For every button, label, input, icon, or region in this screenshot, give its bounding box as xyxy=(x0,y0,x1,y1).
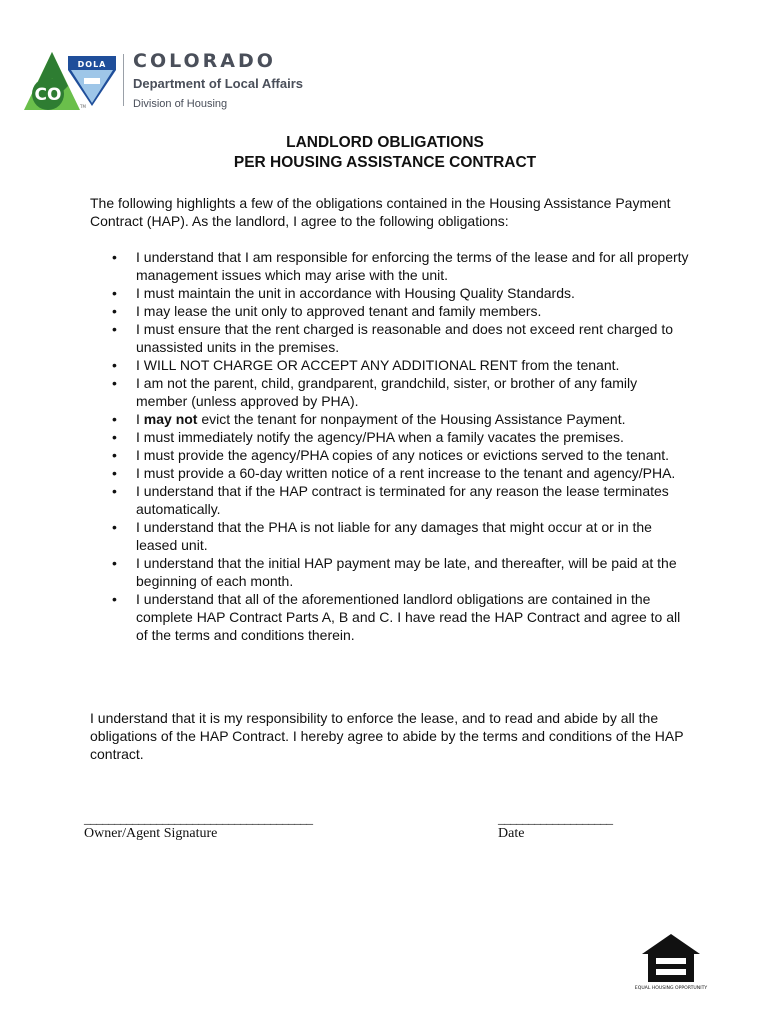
equal-housing-text: EQUAL HOUSING OPPORTUNITY xyxy=(634,986,708,991)
org-name: COLORADO xyxy=(133,50,276,72)
equal-housing-opportunity-icon xyxy=(634,932,708,998)
owner-signature-line: ______________________________________ xyxy=(84,812,312,827)
title-line-1: LANDLORD OBLIGATIONS xyxy=(286,134,484,151)
bullet-icon: • xyxy=(112,357,117,373)
list-item: • I must maintain the unit in accordance with Housing Quality Standards. xyxy=(112,285,575,301)
bullet-icon: • xyxy=(112,555,117,571)
list-item: • I understand that the initial HAP payment may be late, and thereafter, will be paid at the beginning of each month. xyxy=(112,555,677,589)
svg-text:DOLA: DOLA xyxy=(77,60,107,69)
bullet-icon: • xyxy=(112,411,117,427)
list-item: • I WILL NOT CHARGE OR ACCEPT ANY ADDITIONAL RENT from the tenant. xyxy=(112,357,620,373)
bullet-icon: • xyxy=(112,375,117,391)
obligations-list xyxy=(90,248,690,644)
bullet-icon: • xyxy=(112,591,117,607)
list-item: • I must provide the agency/PHA copies of any notices or evictions served to the tenant. xyxy=(112,447,670,463)
list-item: • I must ensure that the rent charged is reasonable and does not exceed rent charged to unassisted units in the premises. xyxy=(112,321,674,355)
svg-text:CO: CO xyxy=(34,85,62,105)
division-name: Division of Housing xyxy=(133,98,228,110)
title-line-2: PER HOUSING ASSISTANCE CONTRACT xyxy=(233,154,537,171)
svg-text:TM: TM xyxy=(80,104,86,109)
list-item: • I must provide a 60-day written notice of a rent increase to the tenant and agency/PHA. xyxy=(112,465,676,481)
emphasis-may-not: may not xyxy=(143,411,198,427)
bullet-icon: • xyxy=(112,483,117,499)
list-item: • I am not the parent, child, grandparent, grandchild, sister, or brother of any family member (unless approved by PHA). xyxy=(112,375,638,409)
list-item: • I understand that if the HAP contract is terminated for any reason the lease terminates automatically. xyxy=(112,483,669,517)
bullet-icon: • xyxy=(112,447,117,463)
closing-paragraph: I understand that it is my responsibility to enforce the lease, and to read and abide by all the obligations of the HAP Contract. I hereby agree to abide by the terms and conditions of the HAP contract. xyxy=(90,710,684,762)
bullet-icon: • xyxy=(112,519,117,535)
list-item: • I understand that I am responsible for enforcing the terms of the lease and for all property management issues which may arise with the unit. xyxy=(112,249,689,283)
bullet-icon: • xyxy=(112,465,117,481)
bullet-icon: • xyxy=(112,429,117,445)
date-line: ___________________ xyxy=(498,812,612,827)
bullet-icon: • xyxy=(112,303,117,319)
owner-signature-label: Owner/Agent Signature xyxy=(84,826,218,841)
list-item: • I understand that all of the aforementioned landlord obligations are contained in the complete HAP Contract Parts A, B and C. I have read the HAP Contract and agree to all of the terms and conditions therein. xyxy=(112,591,681,643)
document-title xyxy=(0,133,770,173)
list-item: • I may not evict the tenant for nonpayment of the Housing Assistance Payment. xyxy=(112,411,626,427)
date-label: Date xyxy=(498,826,525,841)
bullet-icon: • xyxy=(112,321,117,337)
list-item: • I must immediately notify the agency/PHA when a family vacates the premises. xyxy=(112,429,624,445)
logo-divider xyxy=(123,54,124,106)
department-name: Department of Local Affairs xyxy=(133,76,303,91)
list-item: • I understand that the PHA is not liable for any damages that might occur at or in the leased unit. xyxy=(112,519,652,553)
bullet-icon: • xyxy=(112,249,117,265)
bullet-icon: • xyxy=(112,285,117,301)
list-item: • I may lease the unit only to approved tenant and family members. xyxy=(112,303,542,319)
logo-text-block xyxy=(133,50,303,112)
intro-paragraph: The following highlights a few of the obligations contained in the Housing Assistance Payment Contract (HAP). As the landlord, I agree to the following obligations: xyxy=(90,195,671,229)
